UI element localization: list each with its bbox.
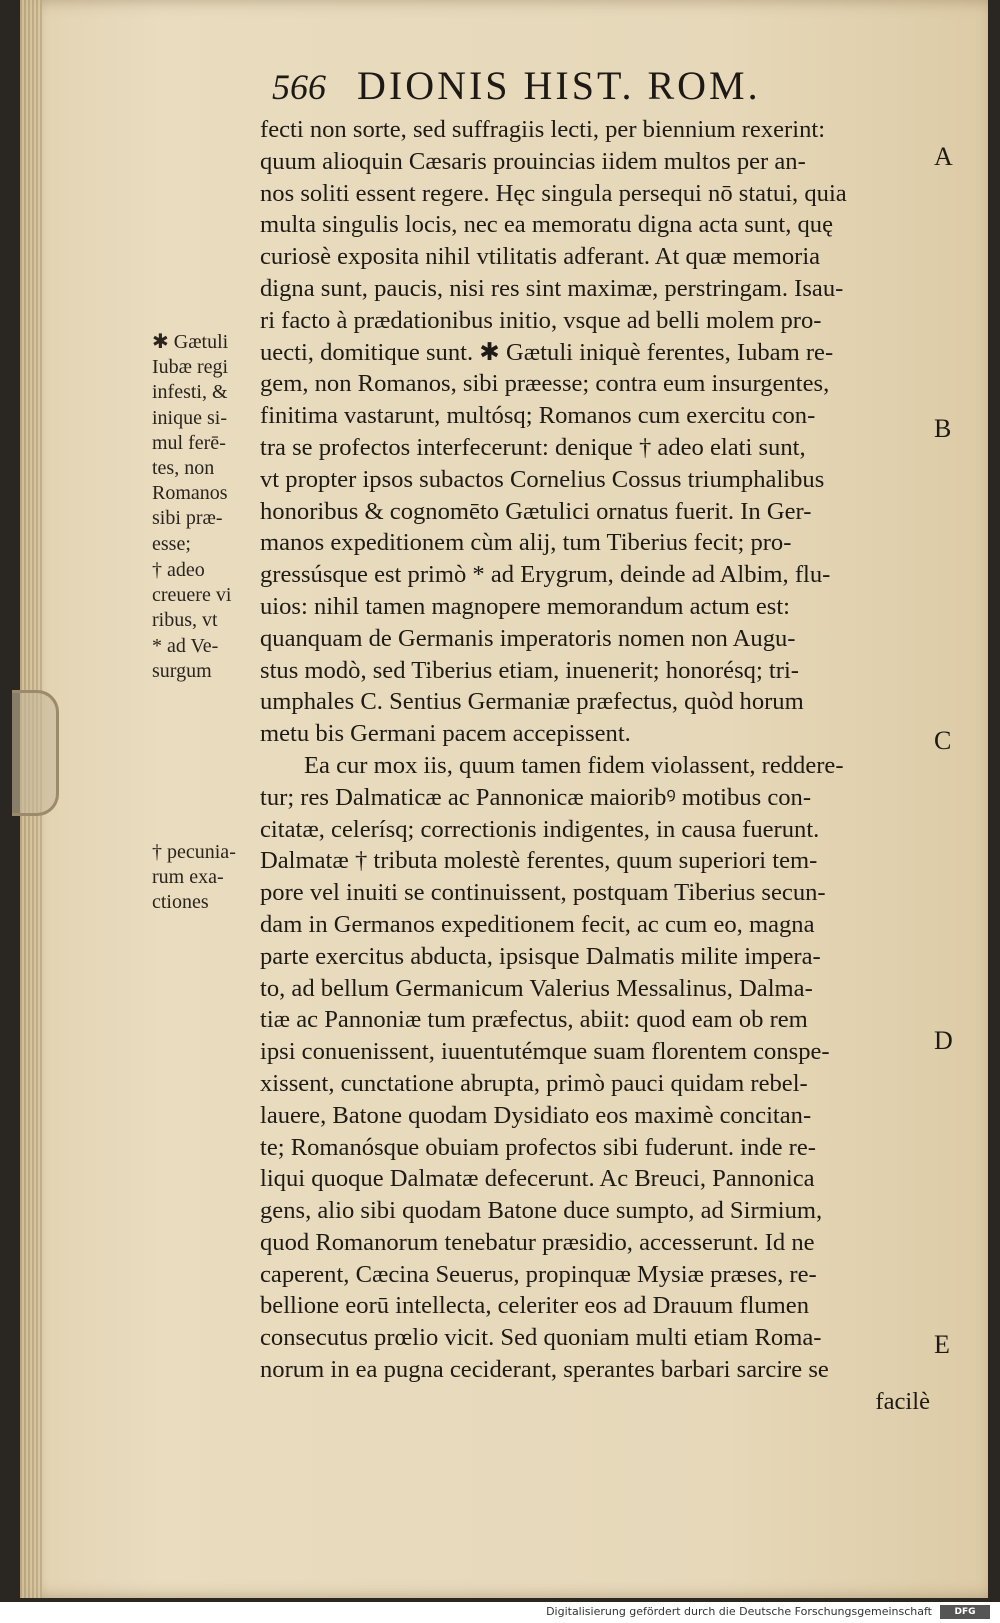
margin-note-line: † adeo (152, 559, 205, 581)
text-line: liqui quoque Dalmatæ defecerunt. Ac Breuci, Pannonica (260, 1165, 815, 1193)
text-line: finitima vastarunt, multósq; Romanos cum exercitu con- (260, 402, 816, 430)
margin-note-line: mul ferē- (152, 431, 226, 454)
text-line: uecti, domitique sunt. ✱ Gætuli iniquè ferentes, Iubam re- (260, 338, 834, 366)
text-line: gens, alio sibi quodam Batone duce sumpto, ad Sirmium, (260, 1197, 823, 1225)
text-line: curiosè exposita nihil vtilitatis adferant. At quæ memoria (260, 243, 821, 271)
text-line: honoribus & cognomēto Gætulici ornatus fuerit. In Ger- (260, 497, 812, 525)
digitization-footer (0, 1602, 1000, 1623)
text-line: gressúsque est primò * ad Erygrum, deinde ad Albim, flu- (260, 561, 831, 589)
margin-note-line: Romanos (152, 482, 228, 505)
running-title: DIONIS HIST. ROM. (357, 63, 761, 108)
text-line: to, ad bellum Germanicum Valerius Messalinus, Dalma- (260, 974, 813, 1002)
page-header (272, 62, 912, 112)
text-line: lauere, Batone quodam Dysidiato eos maximè concitan- (260, 1101, 812, 1129)
text-line: xissent, cunctatione abrupta, primò pauci quidam rebel- (260, 1069, 808, 1097)
margin-note (152, 330, 267, 557)
text-line: tiæ ac Pannoniæ tum præfectus, abiit: quod eam ob rem (260, 1006, 808, 1034)
section-letter: E (934, 1330, 950, 1359)
margin-note-line: esse; (152, 532, 191, 555)
footer-credit: Digitalisierung gefördert durch die Deutsche Forschungsgemeinschaft (546, 1605, 932, 1618)
text-line: Ea cur mox iis, quum tamen fidem violassent, redderе- (304, 751, 844, 779)
margin-note-line: rum exa- (152, 866, 224, 889)
margin-note (152, 840, 267, 916)
text-line: pore vel inuiti se continuissent, postquam Tiberius secun- (260, 879, 826, 907)
text-line: quanquam de Germanis imperatoris nomen non Augu- (260, 624, 796, 652)
text-line: gem, non Romanos, sibi præesse; contra eum insurgentes, (260, 370, 830, 398)
margin-note-line: Iubæ regi (152, 356, 229, 379)
text-line: consecutus prœlio vicit. Sed quoniam multi etiam Roma- (260, 1324, 822, 1352)
text-line: stus modò, sed Tiberius etiam, inuenerit; honorésq; tri- (260, 656, 799, 684)
text-line: tur; res Dalmaticæ ac Pannonicæ maioribꝰ motibus con- (260, 783, 812, 811)
margin-note-line: ribus, vt (152, 609, 218, 632)
section-letter: D (934, 1026, 953, 1055)
section-letter: A (934, 142, 953, 171)
margin-note-line: † pecunia- (152, 841, 236, 863)
margin-note-line: infesti, & (152, 381, 228, 404)
text-line: facilè (875, 1387, 930, 1415)
book-page (20, 0, 988, 1598)
dfg-logo: DFG (940, 1605, 990, 1619)
page-clip-shadow (12, 690, 59, 816)
margin-note-line: * ad Ve- (152, 634, 219, 657)
text-line: ipsi conuenissent, iuuentutémque suam florentem conspe- (260, 1038, 830, 1066)
text-line: umphales C. Sentius Germaniæ præfectus, quòd horum (260, 688, 804, 716)
text-line: vt propter ipsos subactos Cornelius Cossus triumphalibus (260, 465, 825, 493)
text-line: caperent, Cæcina Seuerus, propinquæ Mysiæ præses, re- (260, 1260, 817, 1288)
section-letter: B (934, 414, 952, 443)
text-line: citatæ, celerísq; correctionis indigentes, in causa fuerunt. (260, 815, 820, 843)
text-line: metu bis Germani pacem accepissent. (260, 720, 631, 748)
margin-note-line: sibi præ- (152, 507, 223, 530)
text-line: multa singulis locis, nec ea memoratu digna acta sunt, quę (260, 211, 834, 239)
text-line: norum in ea pugna ceciderant, sperantes barbari sarcire se (260, 1356, 829, 1384)
text-line: digna sunt, paucis, nisi res sint maximæ, perstringam. Isau- (260, 274, 844, 302)
margin-note-line: ✱ Gætuli (152, 331, 229, 353)
margin-note-line: creuere vi (152, 584, 232, 607)
text-line: tra se profectos interfecerunt: denique † adeo elati sunt, (260, 433, 806, 461)
text-line: bellione eorū intellecta, celeriter eos ad Drauum flumen (260, 1292, 810, 1320)
text-line: nos soliti essent regere. Hęc singula persequi nō statui, quia (260, 179, 847, 207)
margin-note-line: surgum (152, 659, 212, 682)
margin-note-line: tes, non (152, 457, 215, 480)
text-line: ri facto à prædationibus initio, vsque ad belli molem pro- (260, 306, 822, 334)
text-line: parte exercitus abducta, ipsisque Dalmatis milite impera- (260, 942, 821, 970)
text-line: fecti non sorte, sed suffragiis lecti, per biennium rexerint: (260, 116, 826, 143)
margin-note-line: ctiones (152, 891, 209, 914)
text-line: quod Romanorum tenebatur præsidio, accesserunt. Id ne (260, 1228, 815, 1256)
page-number: 566 (272, 67, 326, 107)
section-letter: C (934, 726, 952, 755)
text-line: uios: nihil tamen magnopere memorandum actum est: (260, 592, 791, 620)
text-line: dam in Germanos expeditionem fecit, ac cum eo, magna (260, 910, 815, 938)
margin-note (152, 558, 267, 684)
text-line: Dalmatæ † tributa molestè ferentes, quum superiori tem- (260, 847, 818, 875)
main-text-column (260, 114, 940, 1418)
text-line: manos expeditionem cùm alij, tum Tiberius fecit; pro- (260, 529, 792, 557)
text-line: te; Romanósque obuiam profectos sibi fuderunt. inde re- (260, 1133, 816, 1161)
text-line: quum alioquin Cæsaris prouincias iidem multos per an- (260, 147, 806, 175)
margin-note-line: inique si- (152, 406, 227, 429)
